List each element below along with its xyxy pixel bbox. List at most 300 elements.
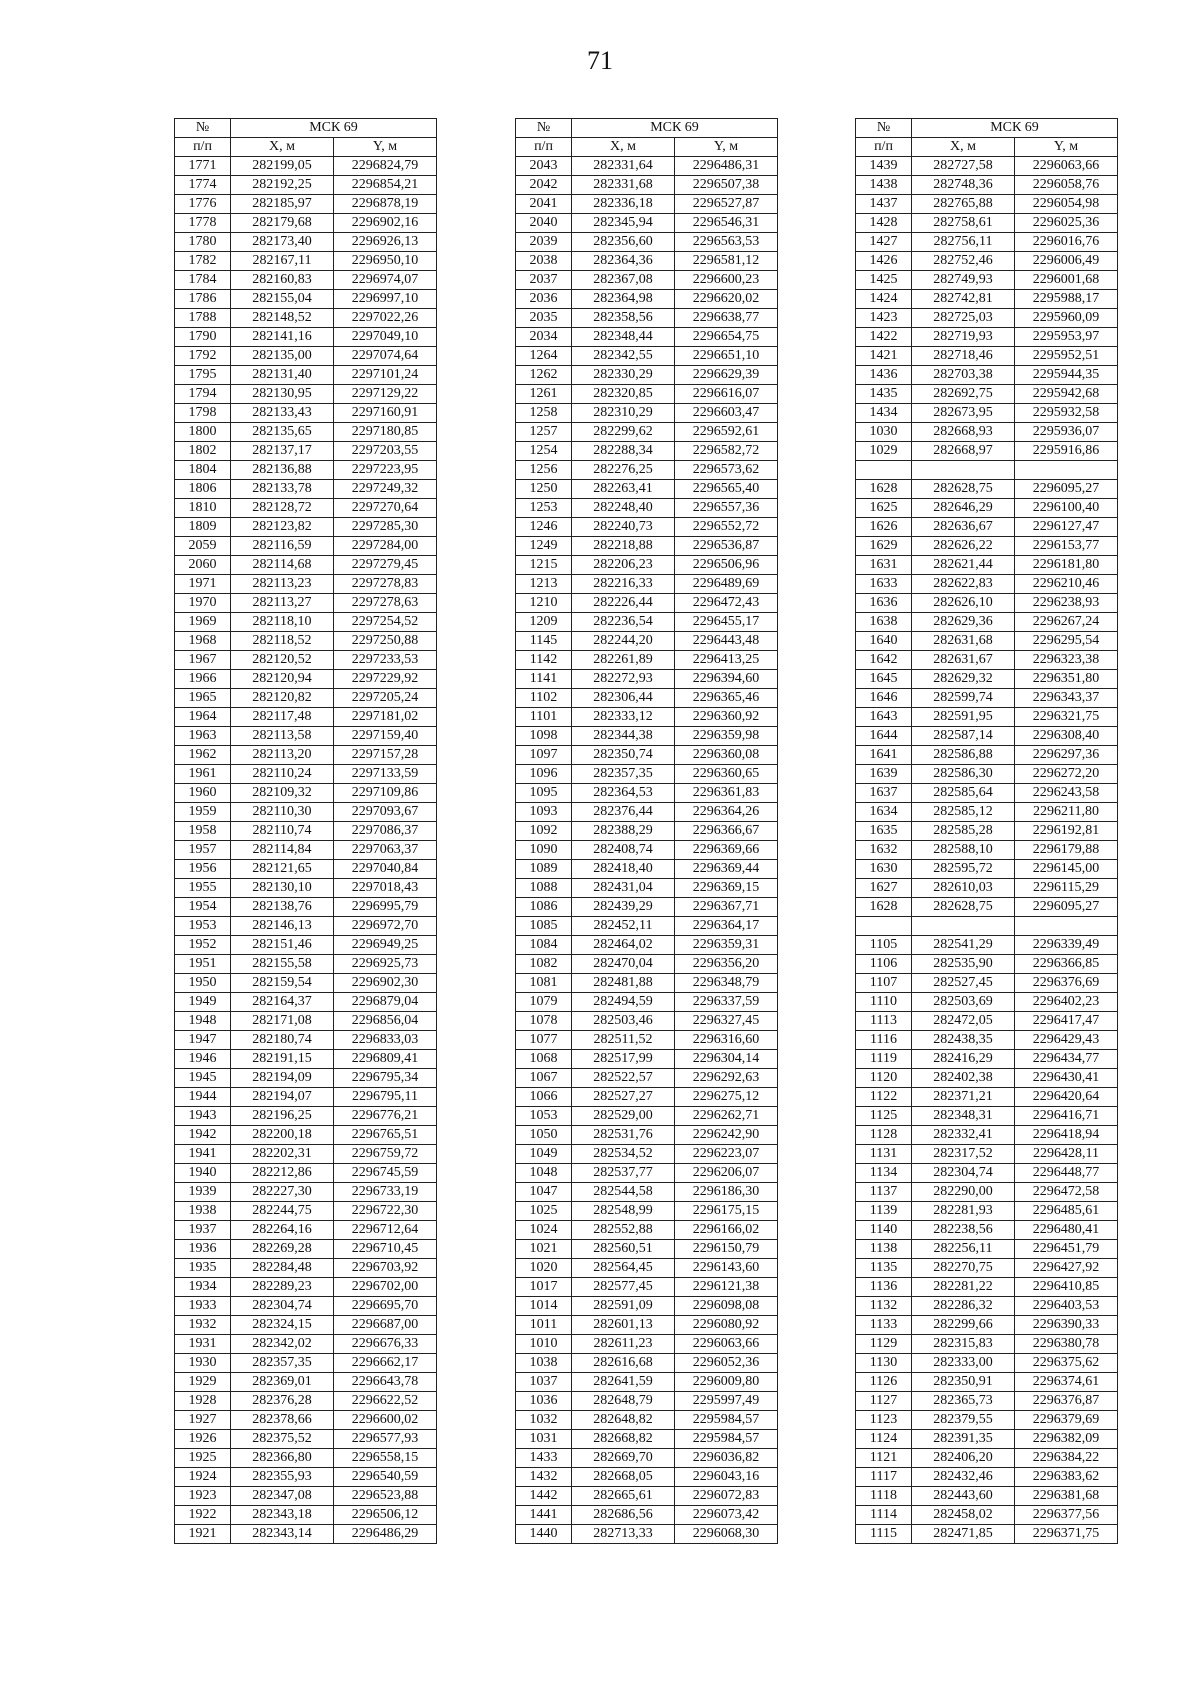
x-coordinate-cell: 282470,04 — [572, 955, 675, 974]
point-number-cell: 1078 — [516, 1012, 572, 1031]
point-number-cell: 1123 — [856, 1411, 912, 1430]
table-row — [516, 936, 778, 955]
table-row — [856, 1012, 1118, 1031]
x-coordinate-cell: 282256,11 — [912, 1240, 1015, 1259]
x-coordinate-cell: 282244,20 — [572, 632, 675, 651]
y-coordinate-cell: 2296523,88 — [334, 1487, 437, 1506]
point-number-cell: 1969 — [175, 613, 231, 632]
y-coordinate-cell: 2296143,60 — [675, 1259, 778, 1278]
table-row — [856, 651, 1118, 670]
table-row — [856, 974, 1118, 993]
point-number-cell: 1106 — [856, 955, 912, 974]
table-row — [516, 974, 778, 993]
header-x: X, м — [572, 138, 675, 157]
x-coordinate-cell: 282692,75 — [912, 385, 1015, 404]
point-number-cell: 1937 — [175, 1221, 231, 1240]
point-number-cell: 1131 — [856, 1145, 912, 1164]
x-coordinate-cell: 282118,52 — [231, 632, 334, 651]
y-coordinate-cell: 2296016,76 — [1015, 233, 1118, 252]
y-coordinate-cell: 2295997,49 — [675, 1392, 778, 1411]
y-coordinate-cell: 2296429,43 — [1015, 1031, 1118, 1050]
table-row — [856, 727, 1118, 746]
point-number-cell: 1628 — [856, 898, 912, 917]
y-coordinate-cell: 2296702,00 — [334, 1278, 437, 1297]
x-coordinate-cell: 282299,62 — [572, 423, 675, 442]
y-coordinate-cell: 2296403,53 — [1015, 1297, 1118, 1316]
point-number-cell: 1095 — [516, 784, 572, 803]
point-number-cell: 1968 — [175, 632, 231, 651]
table-row — [856, 1354, 1118, 1373]
y-coordinate-cell: 2296448,77 — [1015, 1164, 1118, 1183]
table-row — [516, 594, 778, 613]
point-number-cell: 1778 — [175, 214, 231, 233]
y-coordinate-cell: 2296577,93 — [334, 1430, 437, 1449]
coordinates-table-2 — [515, 118, 778, 1544]
y-coordinate-cell: 2296384,22 — [1015, 1449, 1118, 1468]
point-number-cell: 1435 — [856, 385, 912, 404]
point-number-cell: 1954 — [175, 898, 231, 917]
table-row — [175, 518, 437, 537]
point-number-cell: 1264 — [516, 347, 572, 366]
table-row — [175, 537, 437, 556]
point-number-cell: 1806 — [175, 480, 231, 499]
table-row — [516, 157, 778, 176]
x-coordinate-cell: 282358,56 — [572, 309, 675, 328]
point-number-cell: 1066 — [516, 1088, 572, 1107]
point-number-cell: 1132 — [856, 1297, 912, 1316]
table-row — [856, 841, 1118, 860]
y-coordinate-cell: 2296080,92 — [675, 1316, 778, 1335]
point-number-cell: 1932 — [175, 1316, 231, 1335]
x-coordinate-cell: 282310,29 — [572, 404, 675, 423]
y-coordinate-cell: 2296480,41 — [1015, 1221, 1118, 1240]
point-number-cell: 1636 — [856, 594, 912, 613]
header-num-sub: п/п — [175, 138, 231, 157]
point-number-cell: 1025 — [516, 1202, 572, 1221]
y-coordinate-cell: 2296390,33 — [1015, 1316, 1118, 1335]
table-row — [856, 670, 1118, 689]
x-coordinate-cell: 282226,44 — [572, 594, 675, 613]
x-coordinate-cell: 282376,28 — [231, 1392, 334, 1411]
table-row — [175, 955, 437, 974]
y-coordinate-cell: 2296063,66 — [1015, 157, 1118, 176]
table-row — [175, 1487, 437, 1506]
x-coordinate-cell: 282185,97 — [231, 195, 334, 214]
y-coordinate-cell: 2296722,30 — [334, 1202, 437, 1221]
y-coordinate-cell: 2296733,19 — [334, 1183, 437, 1202]
y-coordinate-cell: 2297270,64 — [334, 499, 437, 518]
x-coordinate-cell: 282586,88 — [912, 746, 1015, 765]
x-coordinate-cell: 282121,65 — [231, 860, 334, 879]
point-number-cell: 1643 — [856, 708, 912, 727]
x-coordinate-cell: 282345,94 — [572, 214, 675, 233]
table-row — [856, 1373, 1118, 1392]
y-coordinate-cell: 2296381,68 — [1015, 1487, 1118, 1506]
table-row — [516, 518, 778, 537]
table-row — [856, 822, 1118, 841]
x-coordinate-cell: 282564,45 — [572, 1259, 675, 1278]
table-row — [175, 784, 437, 803]
point-number-cell: 1253 — [516, 499, 572, 518]
x-coordinate-cell: 282364,53 — [572, 784, 675, 803]
point-number-cell: 2060 — [175, 556, 231, 575]
point-number-cell: 1945 — [175, 1069, 231, 1088]
y-coordinate-cell: 2296902,16 — [334, 214, 437, 233]
x-coordinate-cell: 282544,58 — [572, 1183, 675, 1202]
table-row — [175, 1373, 437, 1392]
table-row — [516, 1012, 778, 1031]
x-coordinate-cell: 282560,51 — [572, 1240, 675, 1259]
table-row — [175, 1202, 437, 1221]
table-row — [856, 1183, 1118, 1202]
x-coordinate-cell: 282756,11 — [912, 233, 1015, 252]
table-row — [516, 651, 778, 670]
y-coordinate-cell: 2297223,95 — [334, 461, 437, 480]
point-number-cell: 1637 — [856, 784, 912, 803]
y-coordinate-cell: 2296367,71 — [675, 898, 778, 917]
y-coordinate-cell: 2296179,88 — [1015, 841, 1118, 860]
table-row — [856, 499, 1118, 518]
table-row — [856, 1487, 1118, 1506]
table-row — [516, 879, 778, 898]
table-row — [856, 461, 1118, 480]
y-coordinate-cell: 2296972,70 — [334, 917, 437, 936]
y-coordinate-cell: 2295952,51 — [1015, 347, 1118, 366]
y-coordinate-cell: 2296098,08 — [675, 1297, 778, 1316]
table-row — [175, 480, 437, 499]
table-row — [175, 708, 437, 727]
y-coordinate-cell: 2296009,80 — [675, 1373, 778, 1392]
point-number-cell: 1933 — [175, 1297, 231, 1316]
table-row — [516, 366, 778, 385]
table-row — [516, 214, 778, 233]
x-coordinate-cell: 282725,03 — [912, 309, 1015, 328]
y-coordinate-cell: 2297254,52 — [334, 613, 437, 632]
table-row — [175, 1050, 437, 1069]
point-number-cell: 1037 — [516, 1373, 572, 1392]
x-coordinate-cell: 282333,00 — [912, 1354, 1015, 1373]
y-coordinate-cell: 2296364,17 — [675, 917, 778, 936]
table-row — [516, 442, 778, 461]
x-coordinate-cell: 282348,31 — [912, 1107, 1015, 1126]
x-coordinate-cell: 282276,25 — [572, 461, 675, 480]
table-row — [175, 1240, 437, 1259]
table-row — [516, 1183, 778, 1202]
y-coordinate-cell: 2296643,78 — [334, 1373, 437, 1392]
point-number-cell: 1122 — [856, 1088, 912, 1107]
y-coordinate-cell: 2296565,40 — [675, 480, 778, 499]
x-coordinate-cell: 282110,24 — [231, 765, 334, 784]
point-number-cell: 1010 — [516, 1335, 572, 1354]
table-row — [856, 1430, 1118, 1449]
point-number-cell: 1096 — [516, 765, 572, 784]
point-number-cell: 2037 — [516, 271, 572, 290]
table-row — [516, 347, 778, 366]
point-number-cell: 1067 — [516, 1069, 572, 1088]
table-row — [516, 1221, 778, 1240]
table-row — [175, 214, 437, 233]
y-coordinate-cell: 2296710,45 — [334, 1240, 437, 1259]
table-row — [516, 1297, 778, 1316]
x-coordinate-cell: 282343,18 — [231, 1506, 334, 1525]
x-coordinate-cell: 282585,28 — [912, 822, 1015, 841]
table-row — [516, 1145, 778, 1164]
y-coordinate-cell: 2297022,26 — [334, 309, 437, 328]
x-coordinate-cell: 282742,81 — [912, 290, 1015, 309]
x-coordinate-cell: 282148,52 — [231, 309, 334, 328]
point-number-cell: 1631 — [856, 556, 912, 575]
table-row — [856, 1297, 1118, 1316]
table-row — [516, 271, 778, 290]
y-coordinate-cell: 2296275,12 — [675, 1088, 778, 1107]
header-num: № — [516, 119, 572, 138]
x-coordinate-cell: 282631,68 — [912, 632, 1015, 651]
x-coordinate-cell: 282342,02 — [231, 1335, 334, 1354]
point-number-cell: 1125 — [856, 1107, 912, 1126]
point-number-cell: 1776 — [175, 195, 231, 214]
y-coordinate-cell: 2296536,87 — [675, 537, 778, 556]
table-row — [856, 613, 1118, 632]
y-coordinate-cell: 2296052,36 — [675, 1354, 778, 1373]
point-number-cell: 1950 — [175, 974, 231, 993]
x-coordinate-cell: 282481,88 — [572, 974, 675, 993]
x-coordinate-cell: 282131,40 — [231, 366, 334, 385]
x-coordinate-cell: 282765,88 — [912, 195, 1015, 214]
y-coordinate-cell: 2296662,17 — [334, 1354, 437, 1373]
table-row — [516, 727, 778, 746]
point-number-cell: 1438 — [856, 176, 912, 195]
y-coordinate-cell: 2296369,66 — [675, 841, 778, 860]
table-row — [856, 879, 1118, 898]
x-coordinate-cell: 282332,41 — [912, 1126, 1015, 1145]
x-coordinate-cell: 282371,21 — [912, 1088, 1015, 1107]
y-coordinate-cell: 2296676,33 — [334, 1335, 437, 1354]
x-coordinate-cell: 282517,99 — [572, 1050, 675, 1069]
point-number-cell: 1134 — [856, 1164, 912, 1183]
x-coordinate-cell: 282113,20 — [231, 746, 334, 765]
y-coordinate-cell: 2296369,15 — [675, 879, 778, 898]
x-coordinate-cell: 282133,43 — [231, 404, 334, 423]
table-row — [175, 1278, 437, 1297]
x-coordinate-cell: 282342,55 — [572, 347, 675, 366]
x-coordinate-cell: 282535,90 — [912, 955, 1015, 974]
point-number-cell: 1082 — [516, 955, 572, 974]
table-row — [175, 670, 437, 689]
y-coordinate-cell: 2296072,83 — [675, 1487, 778, 1506]
y-coordinate-cell: 2295953,97 — [1015, 328, 1118, 347]
table-row — [856, 1031, 1118, 1050]
table-row — [856, 404, 1118, 423]
y-coordinate-cell: 2296833,03 — [334, 1031, 437, 1050]
table-row — [175, 575, 437, 594]
point-number-cell: 1049 — [516, 1145, 572, 1164]
point-number-cell: 1138 — [856, 1240, 912, 1259]
table-row — [856, 1088, 1118, 1107]
point-number-cell: 1089 — [516, 860, 572, 879]
x-coordinate-cell: 282443,60 — [912, 1487, 1015, 1506]
y-coordinate-cell: 2297278,63 — [334, 594, 437, 613]
y-coordinate-cell: 2296856,04 — [334, 1012, 437, 1031]
y-coordinate-cell: 2296949,25 — [334, 936, 437, 955]
point-number-cell: 1966 — [175, 670, 231, 689]
point-number-cell: 1922 — [175, 1506, 231, 1525]
y-coordinate-cell: 2296926,13 — [334, 233, 437, 252]
y-coordinate-cell: 2296687,00 — [334, 1316, 437, 1335]
table-row — [856, 594, 1118, 613]
table-row — [516, 898, 778, 917]
table-row — [175, 917, 437, 936]
table-row — [516, 708, 778, 727]
x-coordinate-cell: 282588,10 — [912, 841, 1015, 860]
table-row — [516, 290, 778, 309]
table-row — [516, 689, 778, 708]
point-number-cell: 1120 — [856, 1069, 912, 1088]
table-row — [856, 898, 1118, 917]
y-coordinate-cell: 2296809,41 — [334, 1050, 437, 1069]
table-row — [175, 1354, 437, 1373]
table-row — [516, 328, 778, 347]
x-coordinate-cell: 282668,97 — [912, 442, 1015, 461]
x-coordinate-cell: 282194,07 — [231, 1088, 334, 1107]
table-row — [175, 556, 437, 575]
point-number-cell: 1121 — [856, 1449, 912, 1468]
y-coordinate-cell: 2296879,04 — [334, 993, 437, 1012]
y-coordinate-cell: 2296765,51 — [334, 1126, 437, 1145]
x-coordinate-cell: 282133,78 — [231, 480, 334, 499]
y-coordinate-cell: 2296359,31 — [675, 936, 778, 955]
y-coordinate-cell: 2297203,55 — [334, 442, 437, 461]
table-row — [856, 1145, 1118, 1164]
x-coordinate-cell: 282758,61 — [912, 214, 1015, 233]
x-coordinate-cell: 282713,33 — [572, 1525, 675, 1544]
table-row — [175, 366, 437, 385]
point-number-cell: 1927 — [175, 1411, 231, 1430]
table-row — [516, 1202, 778, 1221]
point-number-cell: 2039 — [516, 233, 572, 252]
x-coordinate-cell: 282628,75 — [912, 480, 1015, 499]
table-row — [175, 1012, 437, 1031]
x-coordinate-cell: 282330,29 — [572, 366, 675, 385]
y-coordinate-cell: 2296115,29 — [1015, 879, 1118, 898]
y-coordinate-cell: 2296950,10 — [334, 252, 437, 271]
y-coordinate-cell: 2296974,07 — [334, 271, 437, 290]
x-coordinate-cell: 282537,77 — [572, 1164, 675, 1183]
x-coordinate-cell: 282669,70 — [572, 1449, 675, 1468]
table-row — [516, 537, 778, 556]
point-number-cell: 1434 — [856, 404, 912, 423]
x-coordinate-cell: 282531,76 — [572, 1126, 675, 1145]
x-coordinate-cell: 282472,05 — [912, 1012, 1015, 1031]
y-coordinate-cell: 2297250,88 — [334, 632, 437, 651]
y-coordinate-cell: 2296145,00 — [1015, 860, 1118, 879]
point-number-cell: 1256 — [516, 461, 572, 480]
x-coordinate-cell: 282703,38 — [912, 366, 1015, 385]
x-coordinate-cell: 282375,52 — [231, 1430, 334, 1449]
table-row — [516, 1335, 778, 1354]
y-coordinate-cell: 2296262,71 — [675, 1107, 778, 1126]
x-coordinate-cell: 282587,14 — [912, 727, 1015, 746]
y-coordinate-cell: 2296210,46 — [1015, 575, 1118, 594]
table-row — [516, 955, 778, 974]
x-coordinate-cell: 282199,05 — [231, 157, 334, 176]
x-coordinate-cell: 282306,44 — [572, 689, 675, 708]
point-number-cell: 1964 — [175, 708, 231, 727]
point-number-cell: 1923 — [175, 1487, 231, 1506]
point-number-cell: 2041 — [516, 195, 572, 214]
y-coordinate-cell: 2297233,53 — [334, 651, 437, 670]
x-coordinate-cell: 282577,45 — [572, 1278, 675, 1297]
table-row — [856, 917, 1118, 936]
y-coordinate-cell: 2295936,07 — [1015, 423, 1118, 442]
x-coordinate-cell: 282110,74 — [231, 822, 334, 841]
table-row — [175, 689, 437, 708]
x-coordinate-cell: 282355,93 — [231, 1468, 334, 1487]
x-coordinate-cell: 282494,59 — [572, 993, 675, 1012]
table-row — [856, 689, 1118, 708]
table-row — [516, 1392, 778, 1411]
x-coordinate-cell: 282317,52 — [912, 1145, 1015, 1164]
point-number-cell: 1030 — [856, 423, 912, 442]
x-coordinate-cell: 282167,11 — [231, 252, 334, 271]
point-number-cell: 1802 — [175, 442, 231, 461]
point-number-cell: 1924 — [175, 1468, 231, 1487]
table-row — [175, 1088, 437, 1107]
x-coordinate-cell: 282727,58 — [912, 157, 1015, 176]
y-coordinate-cell: 2296001,68 — [1015, 271, 1118, 290]
header-num-sub: п/п — [516, 138, 572, 157]
table-row — [856, 1069, 1118, 1088]
point-number-cell: 1928 — [175, 1392, 231, 1411]
table-row — [856, 1221, 1118, 1240]
y-coordinate-cell: 2296703,92 — [334, 1259, 437, 1278]
table-row — [516, 480, 778, 499]
y-coordinate-cell: 2297159,40 — [334, 727, 437, 746]
point-number-cell: 1133 — [856, 1316, 912, 1335]
x-coordinate-cell: 282248,40 — [572, 499, 675, 518]
table-row — [175, 860, 437, 879]
point-number-cell: 1949 — [175, 993, 231, 1012]
point-number-cell: 1053 — [516, 1107, 572, 1126]
y-coordinate-cell: 2296186,30 — [675, 1183, 778, 1202]
point-number-cell: 1141 — [516, 670, 572, 689]
point-number-cell: 1215 — [516, 556, 572, 575]
table-row — [175, 651, 437, 670]
point-number-cell: 1941 — [175, 1145, 231, 1164]
table-row — [175, 347, 437, 366]
y-coordinate-cell: 2296506,96 — [675, 556, 778, 575]
y-coordinate-cell: 2296223,07 — [675, 1145, 778, 1164]
table-row — [175, 803, 437, 822]
y-coordinate-cell: 2297279,45 — [334, 556, 437, 575]
y-coordinate-cell: 2296795,34 — [334, 1069, 437, 1088]
table-row — [856, 993, 1118, 1012]
header-system: МСК 69 — [231, 119, 437, 138]
point-number-cell: 1021 — [516, 1240, 572, 1259]
point-number-cell: 1953 — [175, 917, 231, 936]
x-coordinate-cell: 282141,16 — [231, 328, 334, 347]
y-coordinate-cell: 2296878,19 — [334, 195, 437, 214]
table-row — [516, 1126, 778, 1145]
point-number-cell: 1117 — [856, 1468, 912, 1487]
table-row — [175, 423, 437, 442]
y-coordinate-cell: 2295988,17 — [1015, 290, 1118, 309]
y-coordinate-cell: 2296006,49 — [1015, 252, 1118, 271]
table-row — [856, 936, 1118, 955]
table-row — [175, 936, 437, 955]
y-coordinate-cell: 2296558,15 — [334, 1449, 437, 1468]
point-number-cell: 1792 — [175, 347, 231, 366]
x-coordinate-cell: 282376,44 — [572, 803, 675, 822]
